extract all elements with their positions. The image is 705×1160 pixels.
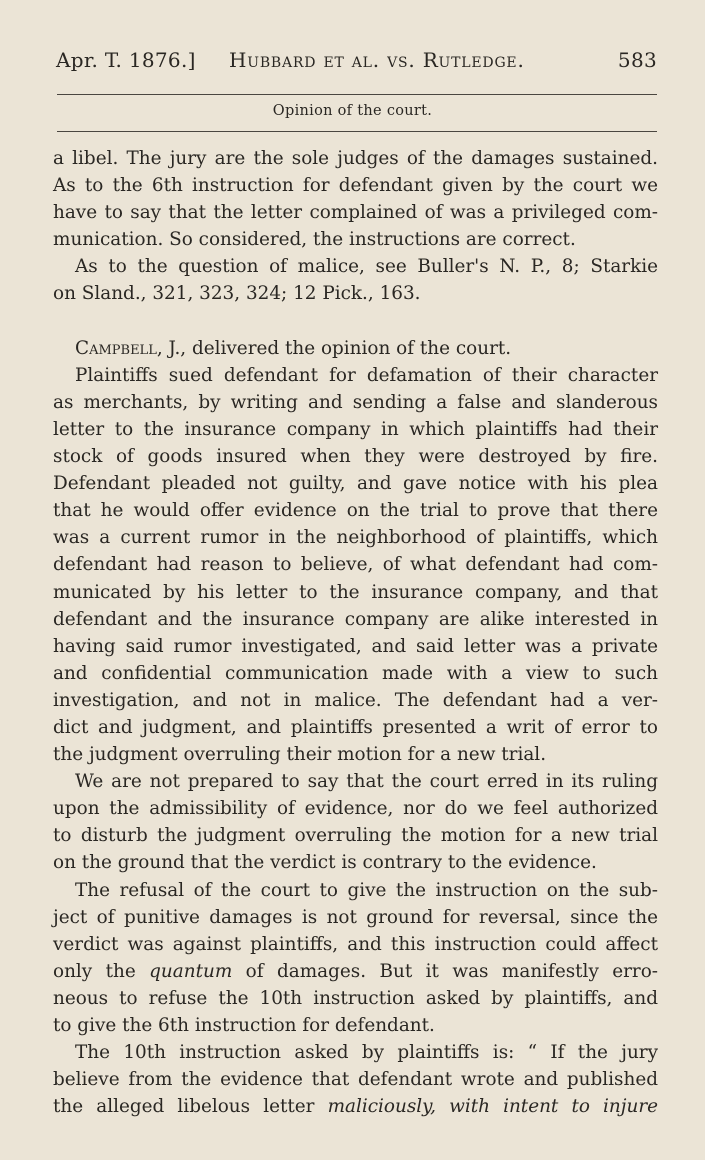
text-line: upon the admissibility of evidence, nor do we feel authorized <box>53 798 658 820</box>
italic-term: quantum <box>149 960 233 982</box>
text-line: to disturb the judgment overruling the motion for a new trial <box>53 825 658 847</box>
text-line: Plaintiffs sued defendant for defamation of their character <box>75 364 658 386</box>
judge-name: Campbell <box>75 337 157 359</box>
text-line: Defendant pleaded not guilty, and gave notice with his plea <box>53 473 658 495</box>
text-line: defendant had reason to believe, of what defendant had com- <box>53 554 658 576</box>
text-line: on the ground that the verdict is contrary to the evidence. <box>53 852 597 874</box>
text-line: having said rumor investigated, and said letter was a private <box>53 635 658 657</box>
section-subheading: Opinion of the court. <box>272 103 433 119</box>
text-line <box>53 958 658 985</box>
body-text <box>53 145 658 1120</box>
text-span: , J., delivered the opinion of the court. <box>156 337 512 359</box>
page-number: 583 <box>617 48 657 72</box>
text-span: the alleged libelous letter <box>53 1096 328 1118</box>
italic-phrase: maliciously, with intent to injure <box>327 1096 658 1118</box>
text-line: letter to the insurance company in which plaintiffs had their <box>53 418 658 440</box>
text-line: We are not prepared to say that the court erred in its ruling <box>75 771 658 793</box>
text-line: on Sland., 321, 323, 324; 12 Pick., 163. <box>53 283 421 305</box>
text-line: stock of goods insured when they were destroyed by fire. <box>53 446 658 468</box>
text-line: The 10th instruction asked by plaintiffs is: “ If the jury <box>75 1042 658 1064</box>
text-line: dict and judgment, and plaintiffs presented a writ of error to <box>53 716 658 738</box>
text-line: was a current rumor in the neighborhood of plaintiffs, which <box>53 527 658 549</box>
text-line: munication. So considered, the instructions are correct. <box>53 229 576 251</box>
text-line: The refusal of the court to give the instruction on the sub- <box>75 879 658 901</box>
text-line: to give the 6th instruction for defendant. <box>53 1015 435 1036</box>
text-line: As to the 6th instruction for defendant given by the court we <box>53 175 658 197</box>
text-line: investigation, and not in malice. The defendant had a ver- <box>53 689 658 711</box>
text-line: believe from the evidence that defendant wrote and published <box>53 1069 658 1091</box>
term-date: Apr. T. 1876.] <box>56 48 196 72</box>
paragraph-gap <box>53 308 658 335</box>
text-line: and confidential communication made with a view to such <box>53 662 658 684</box>
text-line: the judgment overruling their motion for a new trial. <box>53 744 547 766</box>
text-line: As to the question of malice, see Buller's N. P., 8; Starkie <box>75 256 658 278</box>
case-caption: Hubbard et al. vs. Rutledge. <box>229 48 525 72</box>
text-line: have to say that the letter complained of was a privileged com- <box>53 202 658 224</box>
text-line: verdict was against plaintiffs, and this instruction could affect <box>53 933 658 955</box>
text-line: a libel. The jury are the sole judges of the damages sustained. <box>53 148 658 169</box>
text-line: that he would offer evidence on the trial to prove that there <box>53 500 658 522</box>
text-line: as merchants, by writing and sending a false and slanderous <box>53 391 658 413</box>
text-span: only the <box>53 960 150 982</box>
text-line: municated by his letter to the insurance company, and that <box>53 581 658 603</box>
text-line: defendant and the insurance company are alike interested in <box>53 608 658 630</box>
header-rule-top <box>57 94 657 95</box>
text-span: of damages. But it was manifestly erro- <box>232 960 659 982</box>
header-rule-bottom <box>57 131 657 132</box>
text-line <box>53 1093 658 1120</box>
text-line: ject of punitive damages is not ground for reversal, since the <box>53 906 658 928</box>
running-header <box>56 48 657 82</box>
text-line <box>53 335 658 362</box>
text-line: neous to refuse the 10th instruction asked by plaintiffs, and <box>53 987 658 1009</box>
